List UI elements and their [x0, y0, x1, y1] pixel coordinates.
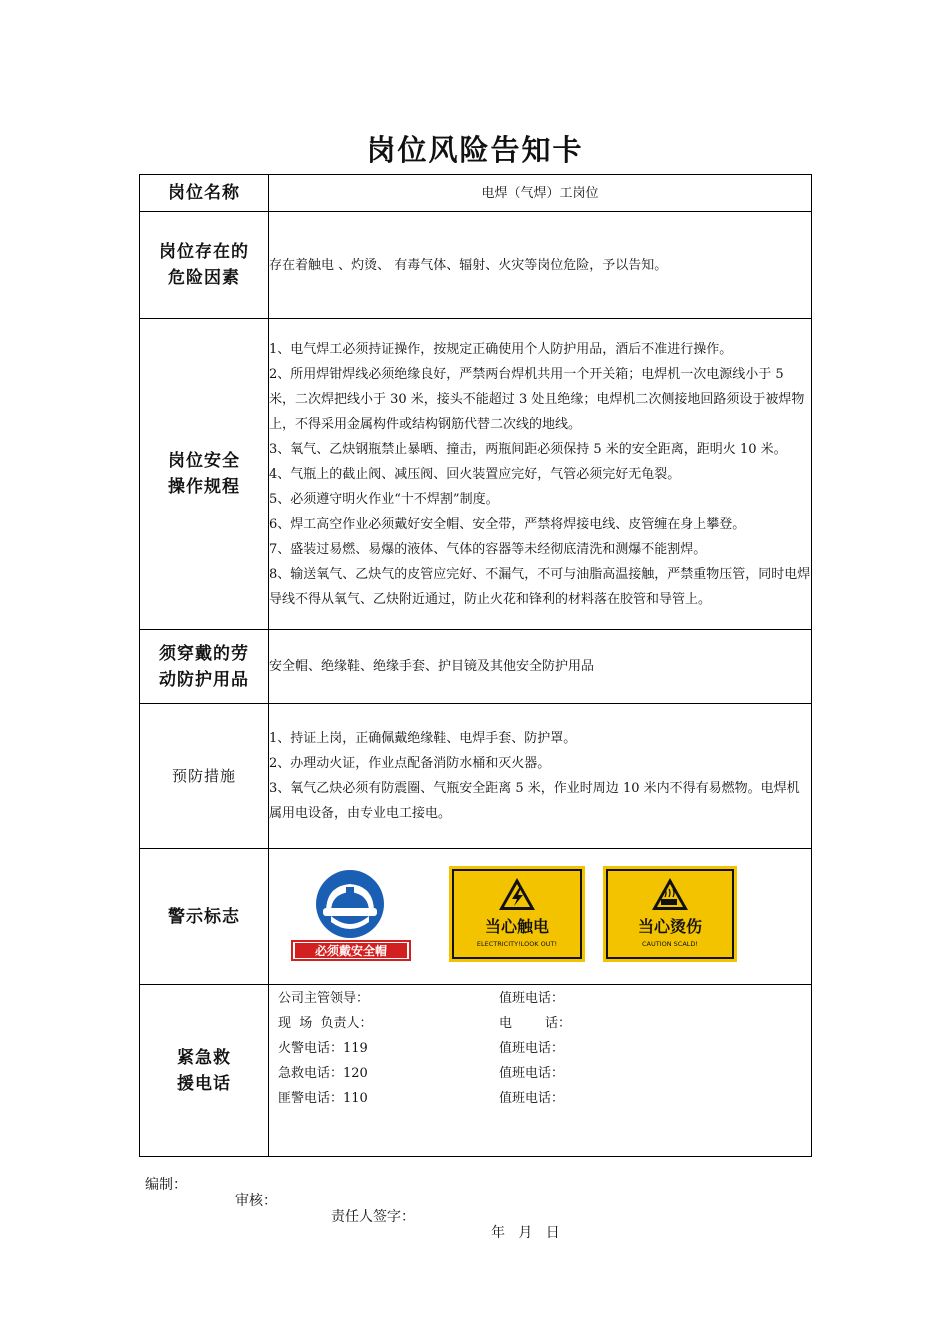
row-procedures — [140, 319, 812, 630]
risk-card-table — [139, 174, 812, 1157]
prevention-item: 2、办理动火证，作业点配备消防水桶和灭火器。 — [269, 756, 551, 771]
compiled-by-label: 编制： — [145, 1177, 187, 1193]
prevention-label: 预防措施 — [140, 704, 269, 849]
procedure-item: 7、盛装过易燃、易爆的液体、气体的容器等未经彻底清洗和测爆不能割焊。 — [269, 541, 707, 557]
contact-left: 公司主管领导： — [278, 991, 370, 1006]
hazards-label-line1: 岗位存在的 — [159, 242, 249, 262]
contact-right: 值班电话： — [499, 1091, 565, 1106]
electric-sign-en: ELECTRICITY!LOOK OUT! — [476, 939, 558, 948]
post-name-value: 电焊（气焊）工岗位 — [269, 175, 812, 212]
contact-left: 现 场 负责人： — [278, 1016, 373, 1031]
hazards-label-line2: 危险因素 — [168, 268, 240, 288]
procedures-label-line1: 岗位安全 — [168, 451, 240, 471]
post-name-label: 岗位名称 — [140, 175, 269, 212]
emergency-label — [140, 985, 269, 1157]
electric-sign-cn: 当心触电 — [484, 916, 550, 936]
contact-right: 电 话： — [499, 1016, 572, 1031]
emergency-contacts — [269, 985, 812, 1157]
row-ppe — [140, 630, 812, 704]
ppe-label-line1: 须穿戴的劳 — [159, 643, 249, 664]
contact-left: 匪警电话：110 — [278, 1091, 368, 1106]
procedure-item: 1、电气焊工必须持证操作，按规定正确使用个人防护用品，酒后不准进行操作。 — [269, 341, 733, 357]
row-hazards — [140, 212, 812, 319]
procedures-label — [140, 319, 269, 630]
reviewed-by-label: 审核： — [235, 1193, 277, 1209]
must-wear-helmet-sign — [289, 870, 415, 962]
ppe-label — [140, 630, 269, 704]
emergency-label-line2: 援电话 — [177, 1073, 231, 1094]
scald-sign-en: CAUTION SCALD! — [641, 939, 699, 948]
emergency-label-line1: 紧急救 — [177, 1047, 231, 1068]
hazards-label — [140, 212, 269, 319]
procedure-item: 3、氧气、乙炔钢瓶禁止暴晒、撞击，两瓶间距必须保持 5 米的安全距离，距明火 10 米。 — [269, 441, 787, 457]
signs-label: 警示标志 — [140, 849, 269, 985]
date-label: 年 月 日 — [491, 1225, 560, 1241]
procedure-item: 5、必须遵守明火作业“十不焊割”制度。 — [269, 491, 499, 507]
signs-cell — [269, 849, 812, 985]
electric-shock-warning-sign — [449, 866, 585, 962]
responsible-signature-label: 责任人签字： — [331, 1209, 415, 1225]
row-post-name — [140, 175, 812, 212]
contact-right: 值班电话： — [499, 991, 565, 1006]
contact-right: 值班电话： — [499, 1041, 565, 1056]
page-title: 岗位风险告知卡 — [366, 133, 584, 167]
ppe-value: 安全帽、绝缘鞋、绝缘手套、护目镜及其他安全防护用品 — [269, 630, 812, 704]
contact-right: 值班电话： — [499, 1066, 565, 1081]
row-signs — [140, 849, 812, 985]
prevention-item: 1、持证上岗，正确佩戴绝缘鞋、电焊手套、防护罩。 — [269, 731, 577, 746]
row-emergency — [140, 985, 812, 1157]
prevention-list — [269, 704, 812, 849]
ppe-label-line2: 动防护用品 — [159, 669, 249, 690]
hazards-value: 存在着触电 、灼烫、 有毒气体、辐射、火灾等岗位危险，予以告知。 — [269, 212, 812, 319]
scald-sign-cn: 当心烫伤 — [637, 916, 703, 936]
procedure-item: 2、所用焊钳焊线必须绝缘良好，严禁两台焊机共用一个开关箱；电焊机一次电源线小于 5 米，二次焊把线小于 30 米，接头不能超过 3 处且绝缘；电焊机二次侧接地回路须设于被焊物上，不得采用金属构件或结构钢筋代替二次线的地线。 — [269, 366, 805, 432]
contact-left: 急救电话：120 — [278, 1066, 368, 1081]
procedure-item: 4、气瓶上的截止阀、减压阀、回火装置应完好，气管必须完好无龟裂。 — [269, 466, 681, 482]
procedure-item: 6、焊工高空作业必须戴好安全帽、安全带，严禁将焊接电线、皮管缠在身上攀登。 — [269, 516, 746, 532]
helmet-sign-text: 必须戴安全帽 — [314, 943, 388, 958]
procedure-item: 8、输送氧气、乙炔气的皮管应完好、不漏气，不可与油脂高温接触，严禁重物压管，同时电焊导线不得从氧气、乙炔附近通过，防止火花和锋利的材料落在胶管和导管上。 — [269, 566, 811, 607]
contact-left: 火警电话：119 — [278, 1041, 368, 1056]
scald-warning-sign — [603, 866, 737, 962]
procedures-list — [269, 319, 812, 630]
procedures-label-line2: 操作规程 — [168, 477, 240, 497]
row-prevention — [140, 704, 812, 849]
signature-footer — [145, 1158, 560, 1241]
prevention-item: 3、氧气乙炔必须有防震圈、气瓶安全距离 5 米，作业时周边 10 米内不得有易燃物。电焊机属用电设备，由专业电工接电。 — [269, 781, 800, 821]
